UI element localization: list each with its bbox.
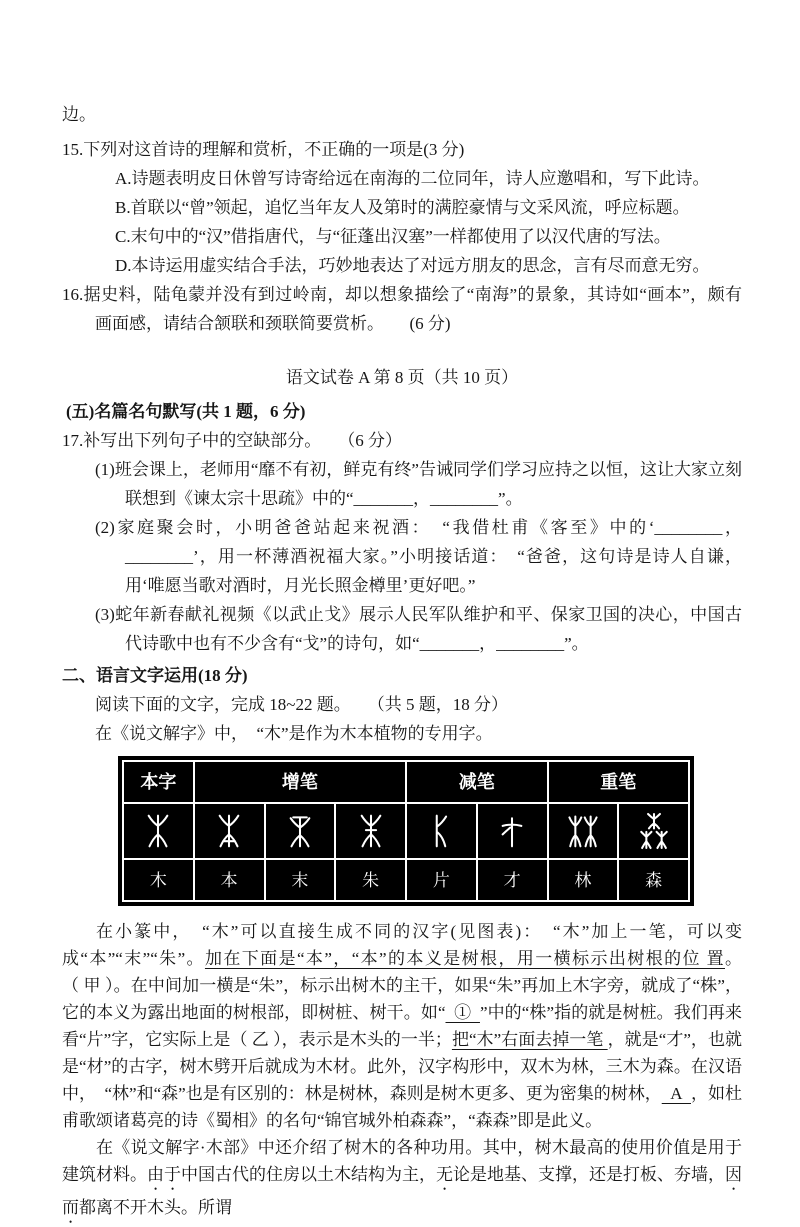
char-cai: 才 bbox=[477, 859, 548, 901]
seal-script-zhu-icon bbox=[354, 811, 388, 851]
q15-option-c: C.末句中的“汉”借指唐代，与“征蓬出汉塞”一样都使用了以汉代唐的写法。 bbox=[115, 227, 671, 246]
header-chongbi: 重笔 bbox=[548, 761, 690, 803]
q15-option-a: A.诗题表明皮日休曾写诗寄给远在南海的二位同年，诗人应邀唱和，写下此诗。 bbox=[115, 169, 710, 188]
q15-stem: 15.下列对这首诗的理解和赏析，不正确的一项是(3 分) bbox=[62, 140, 465, 159]
char-ben: 本 bbox=[194, 859, 265, 901]
page-footer: 语文试卷 A 第 8 页（共 10 页） bbox=[285, 368, 519, 387]
section5-heading: (五)名篇名句默写(共 1 题，6 分) bbox=[66, 402, 306, 421]
section2-intro-2: 在《说文解字》中， “木”是作为木本植物的专用字。 bbox=[95, 724, 493, 743]
seal-script-ben-icon bbox=[212, 811, 246, 851]
header-zengbi: 增笔 bbox=[194, 761, 406, 803]
seal-script-pian-icon bbox=[424, 811, 458, 851]
char-lin: 林 bbox=[548, 859, 619, 901]
seal-table-header-row bbox=[123, 761, 689, 803]
seal-script-table-frame bbox=[118, 756, 694, 906]
q17-item-2: (2)家庭聚会时，小明爸爸站起来祝酒： “我借杜甫《客至》中的‘________，________’，用一杯薄酒祝福大家。”小明接话道： “爸爸，这句诗是诗人自谦，用‘唯愿当歌对酒时，月光长照金樽里’更好吧。” bbox=[95, 518, 742, 595]
q17-stem: 17.补写出下列句子中的空缺部分。 （6 分） bbox=[62, 431, 402, 450]
header-benzi: 本字 bbox=[123, 761, 194, 803]
passage-paragraph-2: 在《说文解字·木部》中还介绍了树木的各种功用。其中，树木最高的使用价值是用于建筑材料。由于中国古代的住房以土木结构为主，无论是地基、支撑，还是打板、夯墙，因而都离不开木头。所谓 bbox=[62, 1138, 742, 1217]
char-mo: 末 bbox=[265, 859, 336, 901]
seal-script-lin-icon bbox=[566, 811, 600, 851]
top-partial-line: 边。 bbox=[62, 105, 96, 124]
char-mu: 木 bbox=[123, 859, 194, 901]
seal-script-sen-icon bbox=[637, 811, 671, 851]
q17-item-3: (3)蛇年新春献礼视频《以武止戈》展示人民军队维护和平、保家卫国的决心，中国古代诗歌中也有不少含有“戈”的诗句，如“_______，________”。 bbox=[95, 605, 742, 653]
q16-text: 16.据史料，陆龟蒙并没有到过岭南，却以想象描绘了“南海”的景象，其诗如“画本”，颇有画面感，请结合颔联和颈联简要赏析。 (6 分) bbox=[62, 285, 742, 333]
q15-option-d: D.本诗运用虚实结合手法，巧妙地表达了对远方朋友的思念，言有尽而意无穷。 bbox=[115, 256, 710, 275]
char-sen: 森 bbox=[618, 859, 689, 901]
seal-script-cai-icon bbox=[495, 811, 529, 851]
seal-glyph-row bbox=[123, 803, 689, 859]
passage-paragraph-1: 在小篆中， “木”可以直接生成不同的汉字(见图表)： “木”加上一笔，可以变成“本”“末”“朱”。加在下面是“本”，“本”的本义是树根，用一横标示出树根的位 置。（ 甲 ）。在中间加一横是“朱”，标示出树木的主干，如果“朱”再加上木字旁，就成了“株”，它的本义为露出地面的树根部，即树桩、树干。如“ ① ”中的“株”指的就是树桩。我们再来看“片”字，它实际上是（ 乙 ），表示是木头的一半；把“木”右面去掉一笔 ，就是“才”，也就是“材”的古字，树木劈开后就成为木材。此外，汉字构形中，双木为林，三木为森。在汉语中， “林”和“森”也是有区别的：林是树林，森则是树木更多、更为密集的树林， A ，如杜甫歌颂诸葛亮的诗《蜀相》的名句“锦官城外柏森森”，“森森”即是此义。 bbox=[62, 922, 743, 1130]
char-zhu: 朱 bbox=[335, 859, 406, 901]
q17-item-1: (1)班会课上，老师用“靡不有初，鲜克有终”告诫同学们学习应持之以恒，这让大家立刻联想到《谏太宗十思疏》中的“_______，________”。 bbox=[95, 460, 742, 508]
seal-script-mo-icon bbox=[283, 811, 317, 851]
seal-script-table bbox=[122, 760, 690, 902]
header-jianbi: 减笔 bbox=[406, 761, 548, 803]
char-pian: 片 bbox=[406, 859, 477, 901]
modern-char-row bbox=[123, 859, 689, 901]
seal-script-mu-icon bbox=[141, 811, 175, 851]
section2-intro-1: 阅读下面的文字，完成 18~22 题。 （共 5 题，18 分） bbox=[95, 695, 508, 714]
section2-heading: 二、语言文字运用(18 分) bbox=[62, 666, 248, 685]
q15-option-b: B.首联以“曾”领起，追忆当年友人及第时的满腔豪情与文采风流，呼应标题。 bbox=[115, 198, 690, 217]
